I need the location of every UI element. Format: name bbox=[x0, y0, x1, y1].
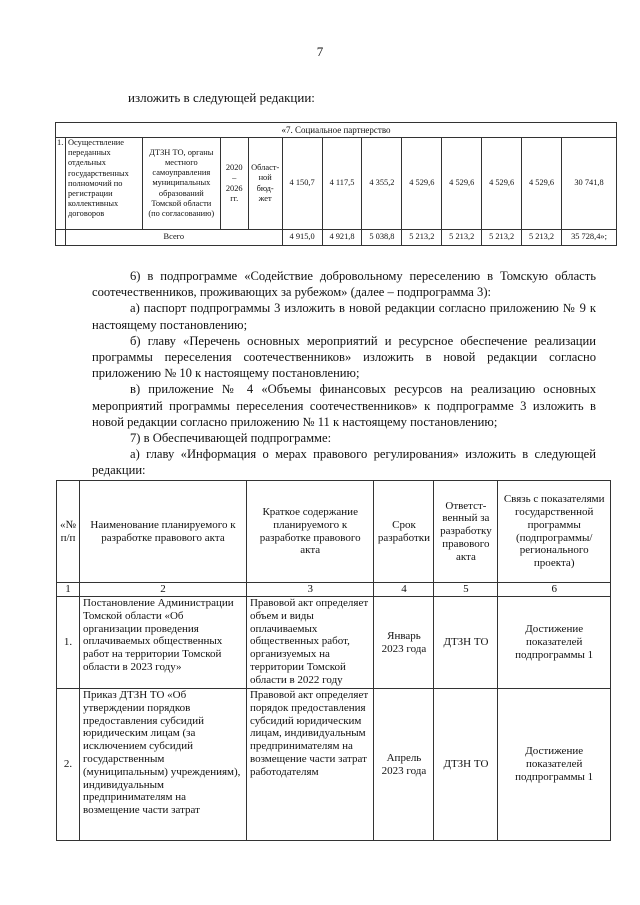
table2-row-content: Правовой акт определяет порядок предоставления субсидий юридическим лицам, индивидуальным предпринимателям на возмещение части затрат работодателям bbox=[246, 689, 374, 841]
paragraph: а) паспорт подпрограммы 3 изложить в новой редакции согласно приложению № 9 к настоящему постановлению; bbox=[92, 301, 596, 332]
table2-row-term: Апрель 2023 года bbox=[374, 689, 434, 841]
table1-total-value: 4 915,0 bbox=[282, 230, 322, 246]
table2-row-num: 1. bbox=[57, 597, 80, 689]
table1-row-value: 4 355,2 bbox=[362, 138, 402, 230]
table2-row-name: Приказ ДТЗН ТО «Об утверждении порядков предоставления субсидий юридическим лицам (за исключением субсидий государственным (муниципальным) учреждениям), индивидуальным предпринимателям на возмещение части затрат bbox=[80, 689, 247, 841]
paragraph: б) главу «Перечень основных мероприятий и ресурсное обеспечение реализации программы переселения соотечественников» изложить в новой редакции согласно приложению № 10 к настоящему постановлению; bbox=[92, 333, 596, 381]
table1-total-value: 35 728,4»; bbox=[562, 230, 617, 246]
paragraph: а) главу «Информация о мерах правового регулирования» изложить в следующей редакции: bbox=[92, 447, 596, 478]
table1-total-value: 5 213,2 bbox=[482, 230, 522, 246]
legal-measures-table bbox=[56, 480, 611, 841]
table2-row-content: Правовой акт определяет объем и виды оплачиваемых общественных работ, организуемых на территории Томской области в 2022 году bbox=[246, 597, 374, 689]
table-row bbox=[57, 597, 611, 689]
paragraph: 6) в подпрограмме «Содействие добровольному переселению в Томскую область соотечественников, проживающих за рубежом» (далее – подпрограмма 3): bbox=[92, 269, 596, 300]
table2-col-number: 5 bbox=[434, 583, 498, 597]
social-partnership-table bbox=[55, 122, 617, 246]
table2-header: Связь с показателями государственной программы (подпрограммы/ регионального проекта) bbox=[498, 481, 611, 583]
table1-row-value: 4 117,5 bbox=[322, 138, 362, 230]
table2-row-link: Достижение показателей подпрограммы 1 bbox=[498, 597, 611, 689]
table1-row-value: 4 529,6 bbox=[522, 138, 562, 230]
page-number: 7 bbox=[316, 44, 324, 59]
table2-header: Краткое содержание планируемого к разработке правового акта bbox=[246, 481, 374, 583]
table-row bbox=[57, 689, 611, 841]
table2-col-number: 6 bbox=[498, 583, 611, 597]
table2-row-name: Постановление Администрации Томской области «Об организации проведения оплачиваемых общественных работ на территории Томской области в 2023 году» bbox=[80, 597, 247, 689]
table1-row-value: 4 150,7 bbox=[282, 138, 322, 230]
table2-row-link: Достижение показателей подпрограммы 1 bbox=[498, 689, 611, 841]
table1-row-value: 30 741,8 bbox=[562, 138, 617, 230]
table1-row-executor: ДТЗН ТО, органы местного самоуправления муниципальных образований Томской области (по согласованию) bbox=[142, 138, 220, 230]
intro-text: изложить в следующей редакции: bbox=[128, 90, 315, 105]
table1-total-value: 5 038,8 bbox=[362, 230, 402, 246]
table1-total-value: 5 213,2 bbox=[402, 230, 442, 246]
table2-row-responsible: ДТЗН ТО bbox=[434, 689, 498, 841]
table2-header: «№ п/п bbox=[57, 481, 80, 583]
table2-row-responsible: ДТЗН ТО bbox=[434, 597, 498, 689]
table2-header: Наименование планируемого к разработке правового акта bbox=[80, 481, 247, 583]
table1-row-index: 1. bbox=[56, 138, 66, 230]
paragraph: 7) в Обеспечивающей подпрограмме: bbox=[130, 431, 332, 446]
table2-col-number: 4 bbox=[374, 583, 434, 597]
table1-total-value: 5 213,2 bbox=[442, 230, 482, 246]
table1-total-value: 5 213,2 bbox=[522, 230, 562, 246]
table2-col-number: 2 bbox=[80, 583, 247, 597]
table1-total-value: 4 921,8 bbox=[322, 230, 362, 246]
table1-row-value: 4 529,6 bbox=[442, 138, 482, 230]
table1-row-value: 4 529,6 bbox=[482, 138, 522, 230]
table2-col-number: 1 bbox=[57, 583, 80, 597]
table1-row-value: 4 529,6 bbox=[402, 138, 442, 230]
paragraph: в) приложение № 4 «Объемы финансовых ресурсов на реализацию основных мероприятий программы переселения соотечественников» к подпрограмме 3 изложить в новой редакции согласно приложению № 11 к настоящему постановлению; bbox=[92, 382, 596, 429]
table1-row-source: Област-ной бюд-жет bbox=[248, 138, 282, 230]
table2-header: Срок разработки bbox=[374, 481, 434, 583]
body-text bbox=[92, 268, 596, 479]
table2-row-term: Январь 2023 года bbox=[374, 597, 434, 689]
table1-row-activity: Осуществление переданных отдельных государственных полномочий по регистрации коллективных договоров bbox=[65, 138, 142, 230]
table2-header: Ответст-венный за разработку правового акта bbox=[434, 481, 498, 583]
table2-col-number: 3 bbox=[246, 583, 374, 597]
table1-title: «7. Социальное партнерство bbox=[56, 123, 617, 138]
table1-row-period: 2020 – 2026 гг. bbox=[220, 138, 248, 230]
table1-total-label: Всего bbox=[65, 230, 282, 246]
table2-row-num: 2. bbox=[57, 689, 80, 841]
